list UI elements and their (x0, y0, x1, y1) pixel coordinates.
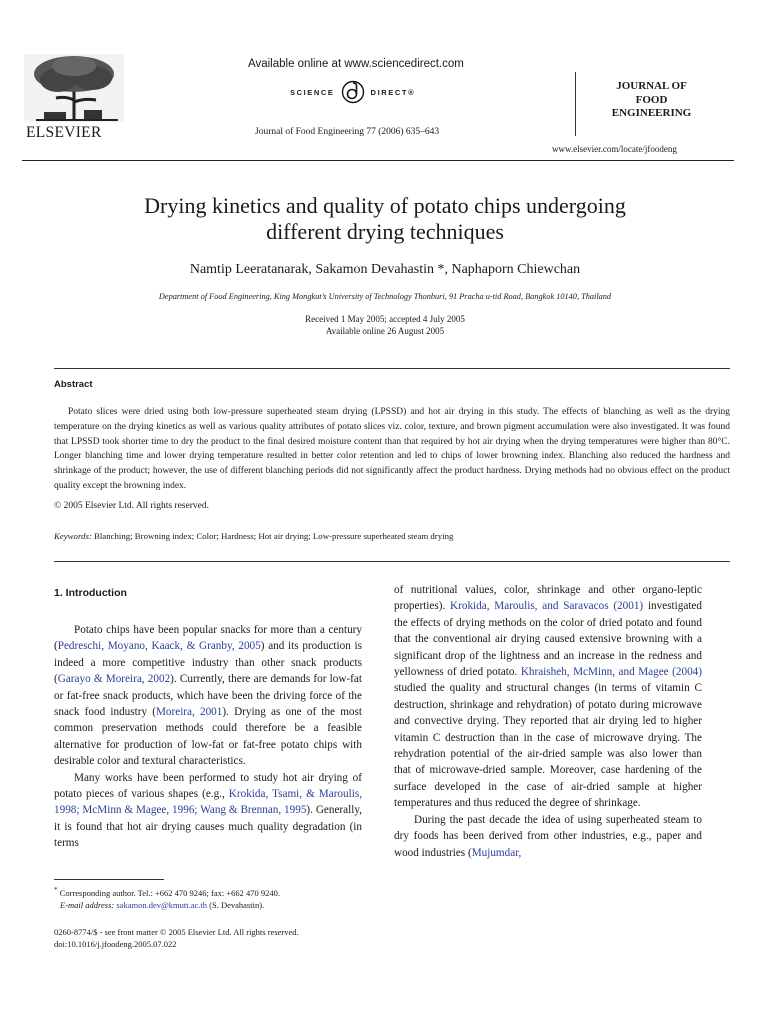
paragraph-2-start (54, 770, 362, 852)
journal-name-line2: FOOD (635, 93, 668, 106)
citation-link[interactable]: Krokida, Maroulis, and Saravacos (2001) (450, 600, 644, 613)
journal-name-box (575, 72, 715, 136)
affiliation: Department of Food Engineering, King Mongkut’s University of Technology Thonburi, 91 Pracha u-tid Road, Bangkok 10140, Thailand (158, 292, 612, 301)
abstract-text: Potato slices were dried using both low-pressure superheated steam drying (LPSSD) and hot air drying in this study. The effects of blanching as well as the drying temperature on the drying kinetics as well as various quality attributes of potato slices viz. color, texture, and brown pigment accumulation were also investigated. It was found that LPSSD took shorter time to dry the product to the final desired moisture content than that required by hot air drying when the drying temperatures were higher than 80°C. Longer blanching time and lower drying temperature resulted in better color retention and led to chips of lower browning index. Blanching also reduced the hardness and shrinkage of the product; however, the use of different blanching periods did not significantly affect the product hardness. Drying methods had no obvious effect on the product quality except the browning index. (54, 407, 730, 491)
text-run: Potato chips have been popular snacks for more than a century ( (54, 624, 362, 653)
doi-line[interactable]: doi:10.1016/j.jfoodeng.2005.07.022 (54, 939, 177, 949)
text-run: During the past decade the idea of using superheated steam to dry foods has been derived from other industries, e.g., paper and wood industries ( (394, 813, 702, 859)
email-suffix: (S. Devahastin). (207, 899, 265, 910)
journal-name (588, 72, 715, 121)
section-heading: 1. Introduction (54, 587, 127, 599)
body-column-left (54, 622, 362, 852)
journal-name-line1: JOURNAL OF (616, 80, 687, 92)
title-line1: Drying kinetics and quality of potato chips undergoing (144, 193, 626, 218)
journal-citation: Journal of Food Engineering 77 (2006) 635–643 (255, 127, 440, 137)
brand-right-text: DIRECT® (370, 87, 416, 97)
paragraph-2-cont (394, 582, 702, 812)
author-list: Namtip Leeratanarak, Sakamon Devahastin *, Naphaporn Chiewchan (189, 262, 581, 277)
text-run: ) and its production is indeed a more competitive industry than other snack products ( (54, 640, 362, 686)
available-online-text[interactable]: Available online at www.sciencedirect.com (248, 58, 464, 70)
corresponding-author-note (54, 884, 374, 899)
citation-link[interactable]: Garayo & Moreira, 2002 (57, 673, 171, 686)
footnote (54, 884, 374, 911)
text-run: investigated the effects of drying methods on the color of dried potato and found that the conventional air drying caused extensive browning with a significant drop of the lightness and an increase in the redness and yellowness of dried potato. (394, 600, 702, 679)
citation-link[interactable]: Pedreschi, Moyano, Kaack, & Granby, 2005 (57, 640, 261, 653)
corresponding-author-text: Corresponding author. Tel.: +662 470 9246; fax: +662 470 9240. (59, 887, 281, 898)
abstract-divider (54, 368, 730, 369)
keywords-divider (54, 561, 730, 562)
citation-link[interactable]: Krokida, Tsami, & Maroulis, 1998; McMinn & Magee, 1996; Wang & Brennan, 1995 (54, 788, 362, 817)
issn-line: 0260-8774/$ - see front matter © 2005 Elsevier Ltd. All rights reserved. (54, 927, 299, 937)
citation-link[interactable]: Mujumdar, (471, 846, 522, 859)
keywords-label: Keywords: (54, 531, 92, 541)
abstract-heading: Abstract (54, 379, 93, 390)
footnote-divider (54, 879, 164, 880)
article-dates (60, 314, 710, 337)
footnote-mark: * (54, 886, 58, 894)
publisher-name: ELSEVIER (26, 124, 102, 141)
abstract-copyright: © 2005 Elsevier Ltd. All rights reserved. (54, 501, 209, 511)
header-divider (22, 160, 734, 161)
citation-link[interactable]: Khraisheh, McMinn, and Magee (2004) (520, 666, 702, 679)
text-run: of nutritional values, color, shrinkage and other organo-leptic properties). (394, 584, 702, 613)
brand-left-text: SCIENCE (290, 87, 335, 97)
email-label: E-mail address: (60, 899, 115, 910)
email-line (54, 899, 374, 911)
text-run: studied the quality and structural changes (in terms of vitamin C destruction, shrinkage and rehydration) of potato during microwave and convective drying. They reported that air drying led to higher vitamin C destruction than in the case of microwave drying. The rehydration potential of the air-dried sample was also lower than that of microwave-dried sample. Moreover, case hardening of the surface developed in the case of air-dried sample at higher temperatures and thus reduced the degree of shrinkage. (394, 682, 702, 810)
paragraph-3 (394, 812, 702, 861)
paragraph-1 (54, 622, 362, 770)
sciencedirect-logo (290, 78, 415, 106)
article-title (60, 193, 710, 245)
online-date: Available online 26 August 2005 (325, 325, 445, 336)
journal-url[interactable]: www.elsevier.com/locate/jfoodeng (552, 144, 677, 154)
citation-link[interactable]: Moreira, 2001 (155, 706, 223, 719)
received-date: Received 1 May 2005; accepted 4 July 2005 (305, 314, 465, 324)
email-link[interactable]: sakamon.dev@kmutt.ac.th (116, 899, 208, 910)
issn-block (54, 926, 299, 950)
body-column-right (394, 582, 702, 861)
keywords-text: Blanching; Browning index; Color; Hardness; Hot air drying; Low-pressure superheated steam drying (94, 531, 454, 541)
text-run: ). Currently, there are demands for low-fat or fat-free snack products, which have been the driving force of the snack food industry ( (54, 673, 362, 719)
text-run: Many works have been performed to study hot air drying of potato pieces of various shapes (e.g., (54, 771, 362, 801)
text-run: ). Drying as one of the most common preservation methods could therefore be a feasible alternative for production of low-fat or fat-free potato chips with desirable color and textural characteristics. (54, 706, 362, 768)
journal-name-line3: ENGINEERING (611, 107, 692, 119)
keywords (54, 531, 453, 541)
text-run: ). Generally, it is found that hot air drying causes much quality degradation (in terms (54, 804, 362, 850)
title-line2: different drying techniques (266, 219, 504, 244)
sciencedirect-d-icon (341, 80, 365, 104)
